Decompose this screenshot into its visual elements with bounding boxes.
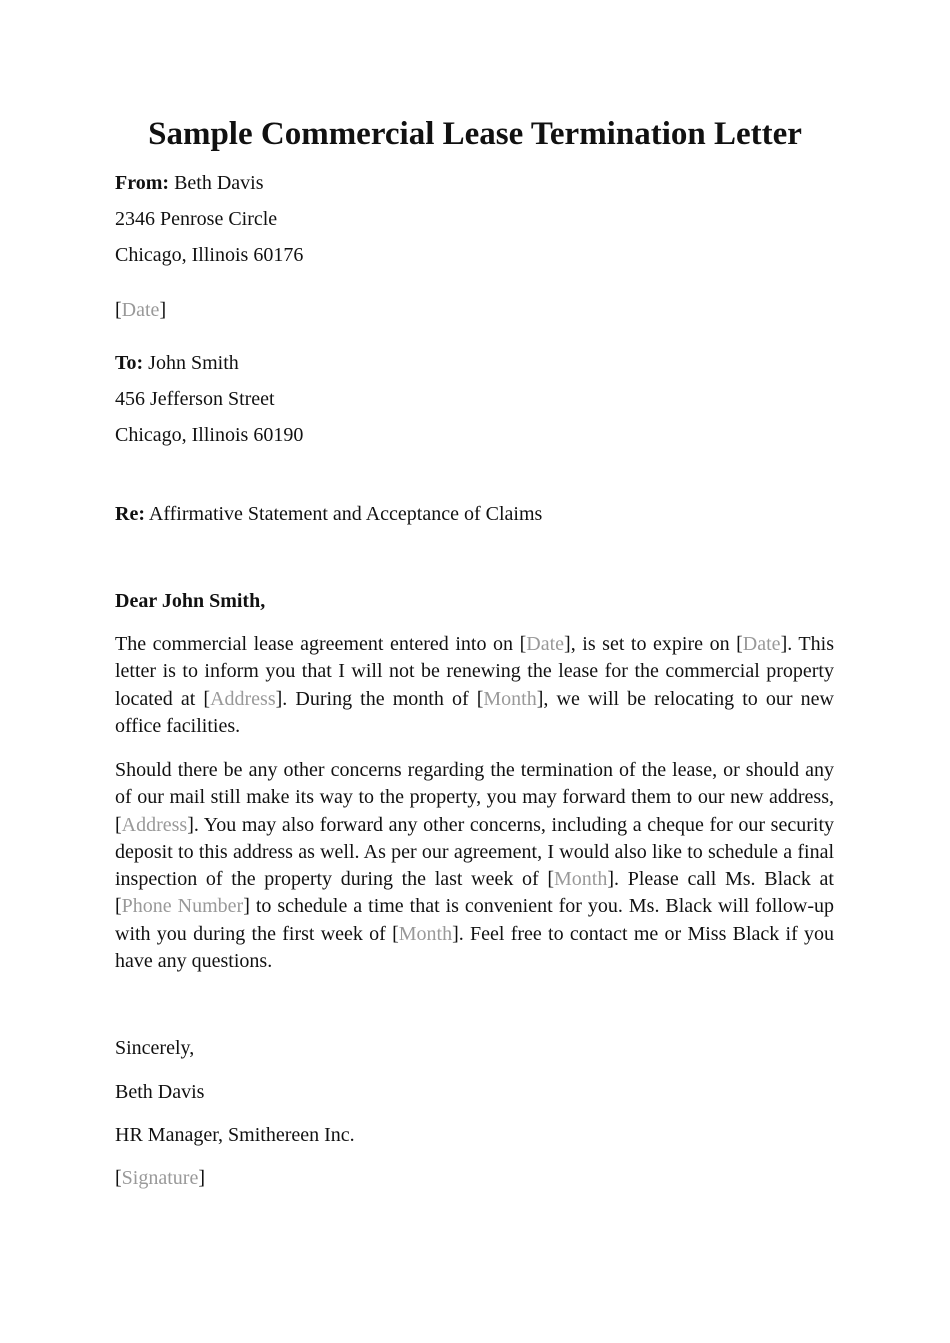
p1-text-5: , we will be relocating to our new office facilities.	[115, 687, 834, 737]
p1-date-placeholder-1: Date	[526, 633, 565, 655]
p2-text-1: Should there be any other concerns regarding the termination of the lease, or should any of our mail still make its way to the property, you may forward them to our new address,	[115, 759, 834, 809]
from-line	[115, 170, 264, 196]
salutation: Dear John Smith,	[115, 590, 266, 612]
to-line	[115, 350, 239, 376]
signer-title: HR Manager, Smithereen Inc.	[115, 1124, 355, 1146]
p1-text-4: . During the month of	[282, 687, 477, 710]
p2-month-placeholder-1: Month	[554, 868, 608, 891]
to-label: To:	[115, 352, 144, 374]
body-paragraph-2: Should there be any other concerns regarding the termination of the lease, or should any of our mail still make its way to the property, you may forward them to our new address, [Address]. You may also forward any other concerns, including a cheque for our security deposit to this address as well. As per our agreement, I would also like to schedule a final inspection of the property during the last week of [Month]. Please call Ms. Black at [Phone Number] to schedule a time that is convenient for you. Ms. Black will follow-up with you during the first week of [Month]. Feel free to contact me or Miss Black if you have any questions.	[115, 759, 834, 973]
p1-date-placeholder-2: Date	[742, 633, 781, 655]
signature-line: [Signature]	[115, 1167, 205, 1189]
p1-address-placeholder: Address	[210, 687, 276, 710]
signature-placeholder: Signature	[121, 1167, 199, 1189]
p2-month-placeholder-2: Month	[398, 922, 453, 945]
from-label: From:	[115, 172, 170, 194]
p1-text-1: The commercial lease agreement entered into on	[115, 633, 520, 655]
re-label: Re:	[115, 503, 145, 525]
from-address-line-1: 2346 Penrose Circle	[115, 208, 278, 230]
to-name: John Smith	[148, 352, 239, 374]
p2-phone-placeholder: Phone Number	[121, 895, 244, 918]
to-address-line-2: Chicago, Illinois 60190	[115, 424, 304, 446]
p2-address-placeholder: Address	[121, 813, 188, 836]
re-line	[115, 501, 542, 527]
p1-text-3: . This letter is to inform you that I will not be renewing the lease for the commercial property located at	[115, 633, 834, 710]
p1-month-placeholder: Month	[483, 687, 537, 710]
letter-title: Sample Commercial Lease Termination Letter	[148, 116, 802, 152]
from-name: Beth Davis	[174, 172, 264, 194]
p1-text-2: , is set to expire on	[570, 633, 737, 655]
re-subject: Affirmative Statement and Acceptance of Claims	[148, 503, 543, 525]
body-paragraph-1: The commercial lease agreement entered into on [Date], is set to expire on [Date]. This letter is to inform you that I will not be renewing the lease for the commercial property located at [Address]. During the month of [Month], we will be relocating to our new office facilities.	[115, 633, 834, 737]
p2-text-4: to schedule a time that is convenient for you. Ms. Black will follow-up with you during the first week of	[115, 895, 834, 945]
date-line: [Date]	[115, 299, 167, 321]
to-address-line-1: 456 Jefferson Street	[115, 388, 275, 410]
signer-name: Beth Davis	[115, 1081, 205, 1103]
p2-text-2: . You may also forward any other concerns, including a cheque for our security deposit to this address as well. As per our agreement, I would also like to schedule a final inspection of the property during the last week of	[115, 813, 834, 891]
closing: Sincerely,	[115, 1037, 195, 1059]
p2-text-5: . Feel free to contact me or Miss Black if you have any questions.	[115, 922, 834, 973]
date-placeholder: Date	[121, 299, 160, 321]
from-address-line-2: Chicago, Illinois 60176	[115, 244, 304, 266]
p2-text-3: . Please call Ms. Black at	[614, 868, 834, 891]
